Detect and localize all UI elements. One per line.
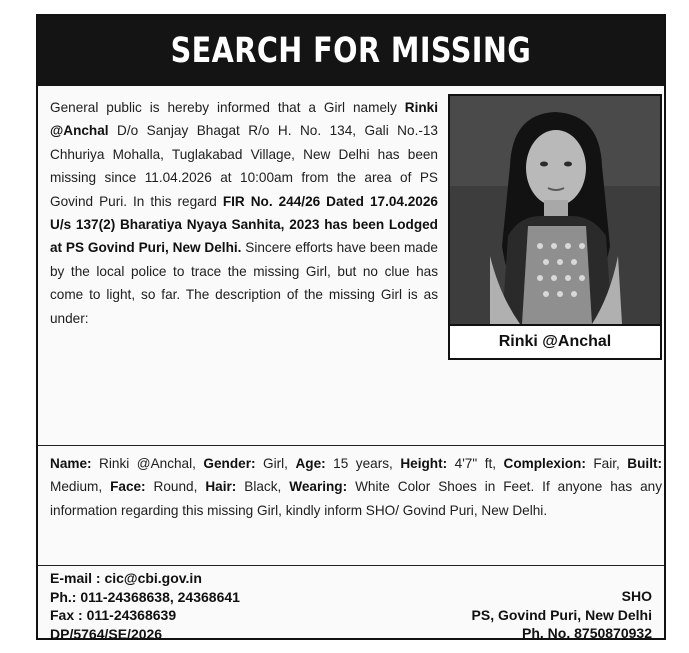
photo-caption: Rinki @Anchal xyxy=(450,324,660,358)
intro-paragraph xyxy=(50,96,662,366)
description-run: Round, xyxy=(145,479,206,495)
contact-email: E-mail : cic@cbi.gov.in xyxy=(50,570,202,586)
description-run: Medium, xyxy=(50,479,111,495)
title-banner xyxy=(38,16,664,86)
description-run: Fair, xyxy=(585,456,628,471)
description-run: Height: xyxy=(400,456,448,471)
intro-text xyxy=(50,100,438,326)
divider xyxy=(38,565,664,566)
description-run: Gender: xyxy=(203,456,256,471)
reference-number: DP/5764/SE/2026 xyxy=(50,625,163,642)
description-run: Hair: xyxy=(205,479,237,495)
description-run: White Color Shoes in Feet. If anyone has any information regarding this missing Girl, kindly inform SHO/ Govind Puri, New Delhi. xyxy=(50,479,662,518)
description-run: Black, xyxy=(236,479,290,495)
intro-run: Sincere efforts have been made by the local police to trace the missing Girl, but no clue has come to light, so far. The description of the missing Girl is as under: xyxy=(50,240,438,326)
description-paragraph xyxy=(50,452,662,522)
intro-run: General public is hereby informed that a Girl namely xyxy=(50,100,405,115)
photo-frame xyxy=(448,94,662,360)
notice-title: SEARCH FOR MISSING xyxy=(170,31,532,71)
description-run: Age: xyxy=(295,456,326,471)
sho-phone: Ph. No. 8750870932 xyxy=(522,625,652,641)
description-run: Complexion: xyxy=(503,456,586,471)
intro-run: Rinki @Anchal xyxy=(50,100,438,139)
sho-block xyxy=(472,587,652,643)
divider xyxy=(38,445,664,446)
description-run: 4'7" ft, xyxy=(447,456,504,471)
description-run: Rinki @Anchal, xyxy=(91,456,204,471)
contact-fax: Fax : 011-24368639 xyxy=(50,607,177,623)
contact-block xyxy=(50,569,240,643)
description-run: Face: xyxy=(110,479,146,495)
missing-person-photo xyxy=(450,96,660,324)
intro-run: D/o Sanjay Bhagat R/o H. No. 134, Gali No.-13 Chhuriya Mohalla, Tuglakabad Village, New Delhi has been missing since 11.04.2026 at 10:00am from the area of PS Govind Puri. In this regard xyxy=(50,123,438,209)
portrait-image xyxy=(450,96,660,324)
description-run: 15 years, xyxy=(325,456,401,471)
missing-notice xyxy=(36,14,666,640)
intro-run: FIR No. 244/26 Dated 17.04.2026 U/s 137(2) Bharatiya Nyaya Sanhita, 2023 has been Lodged at PS Govind Puri, New Delhi. xyxy=(50,193,438,256)
description-run: Built: xyxy=(627,456,663,471)
sho-title: SHO xyxy=(621,588,652,604)
sho-station: PS, Govind Puri, New Delhi xyxy=(471,606,652,623)
description-text xyxy=(50,456,662,518)
description-run: Name: xyxy=(50,456,92,471)
description-run: Wearing: xyxy=(289,479,348,495)
description-run: Girl, xyxy=(255,456,296,471)
contact-phone: Ph.: 011-24368638, 24368641 xyxy=(50,588,240,605)
